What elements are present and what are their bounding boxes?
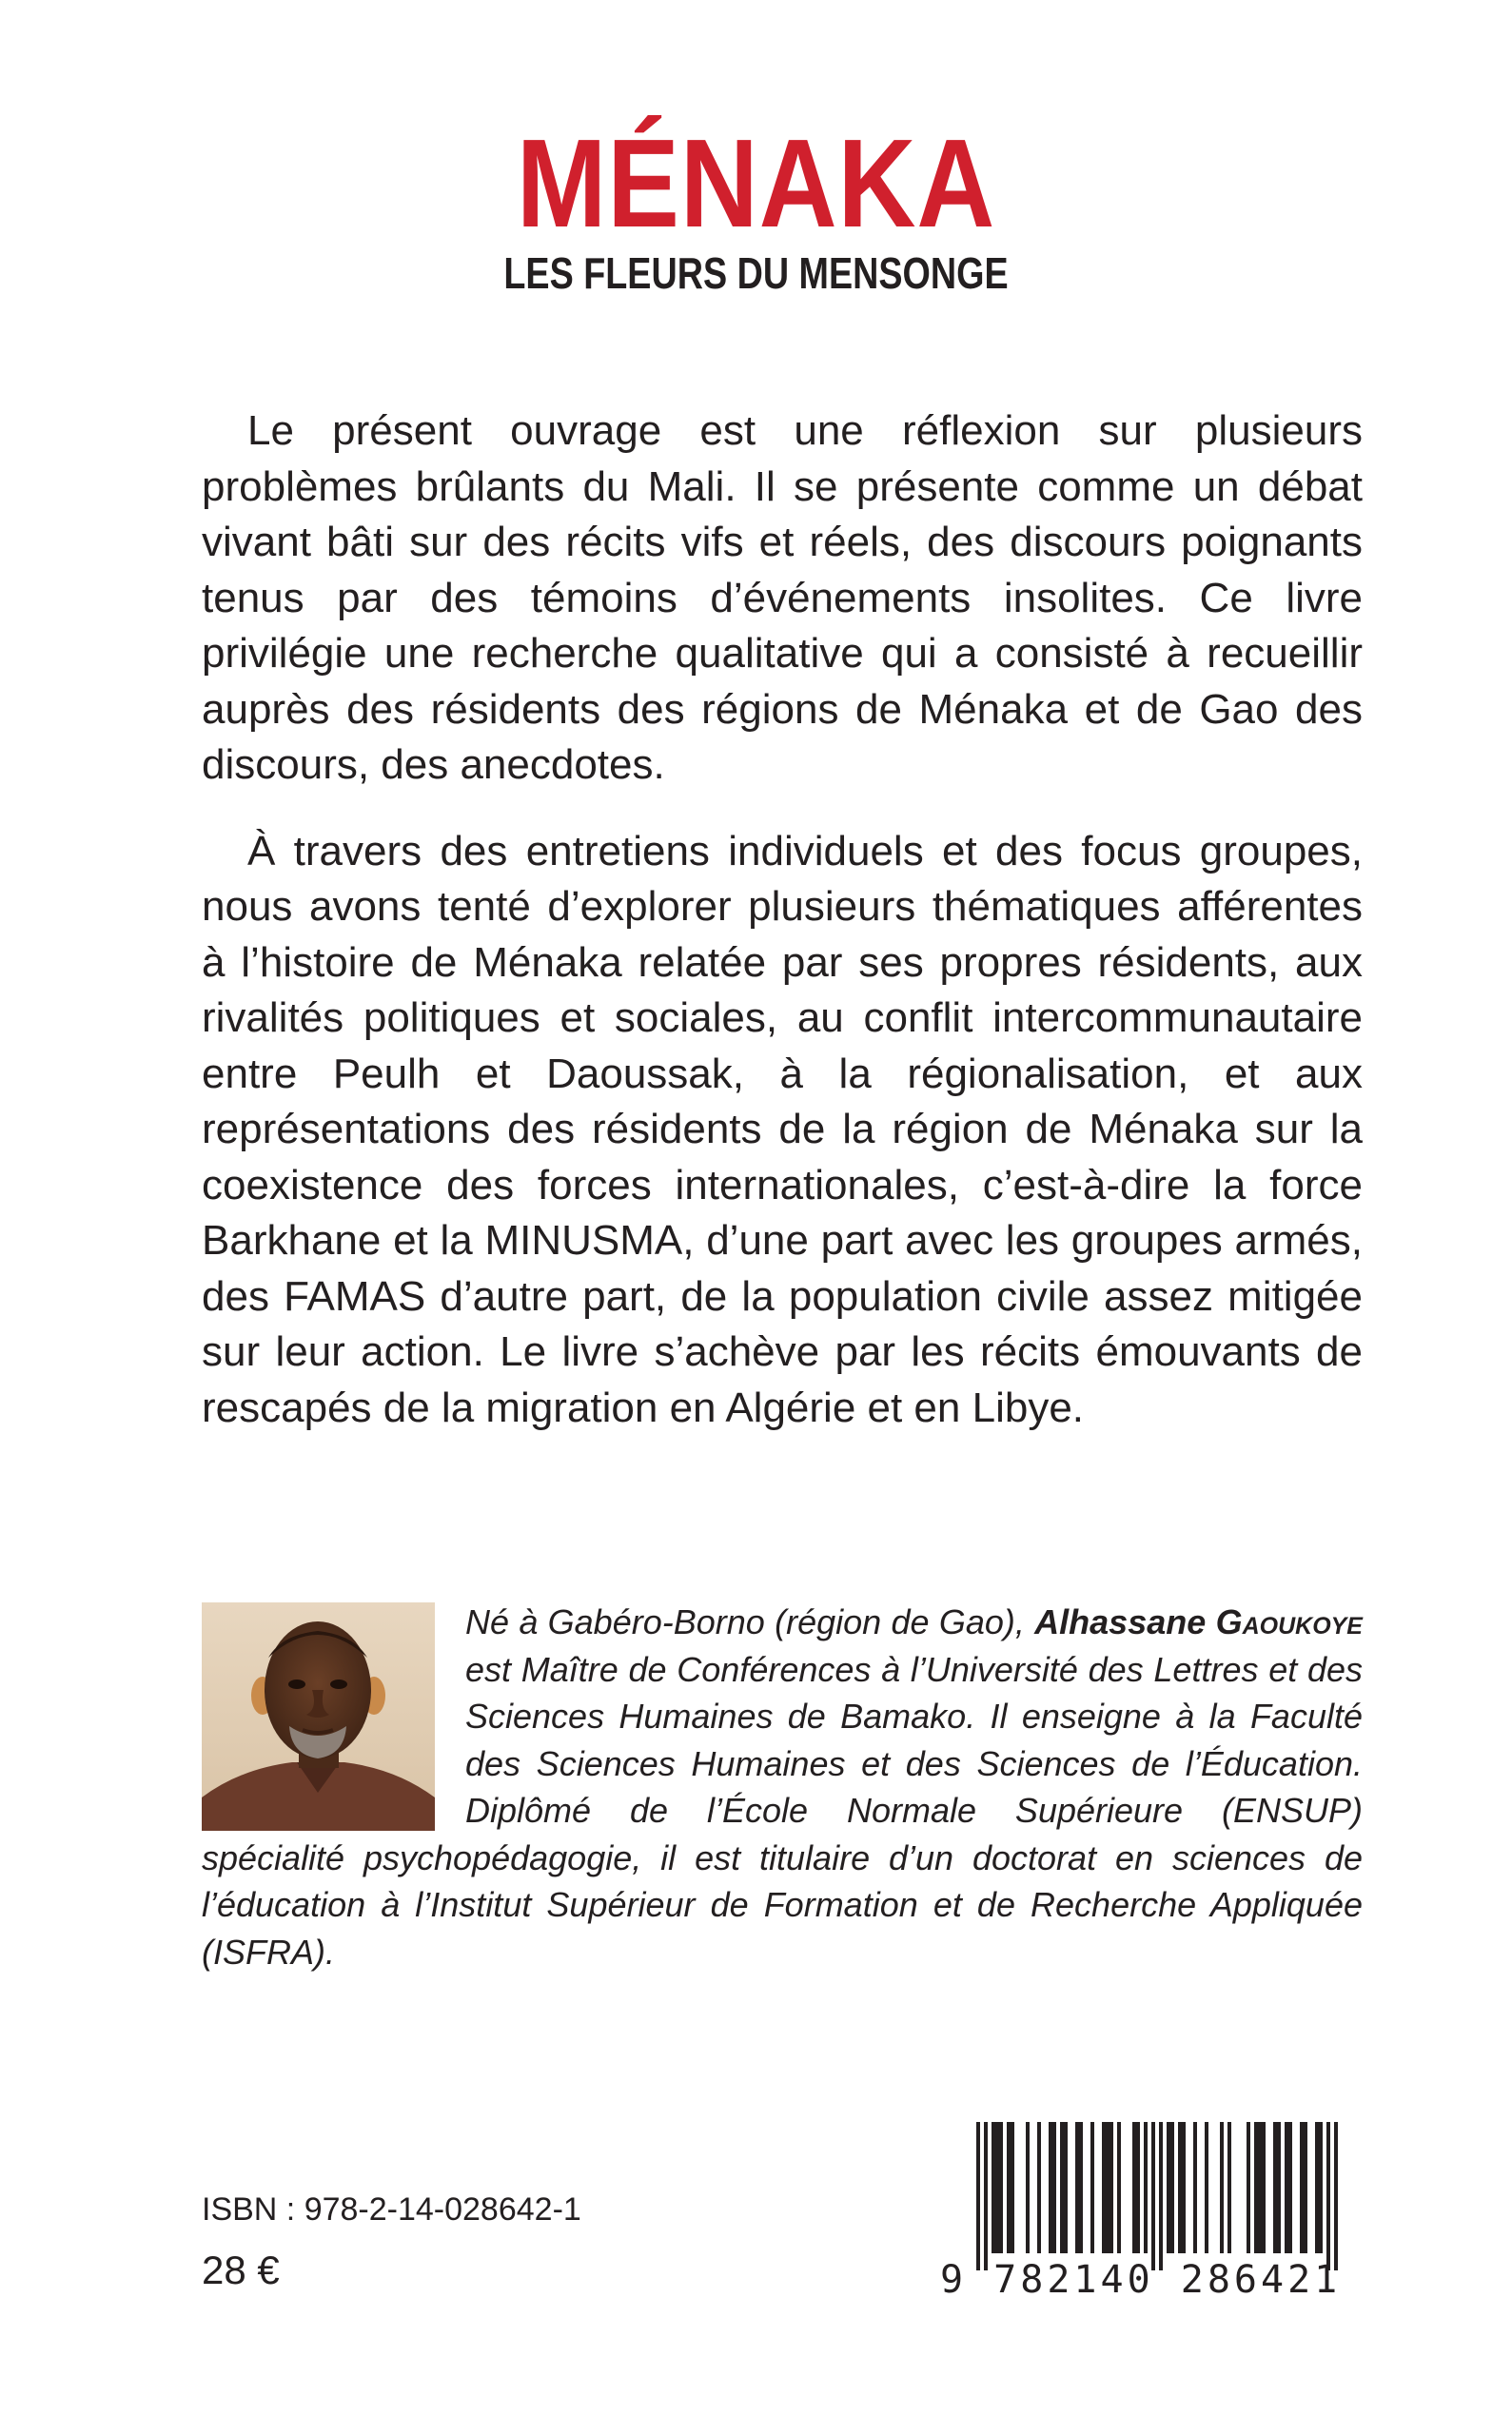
barcode-bar <box>1193 2122 1197 2253</box>
barcode-bar <box>1285 2122 1288 2253</box>
photo-spacer <box>202 1599 435 1827</box>
barcode-bar <box>1011 2122 1014 2253</box>
blurb-paragraph: Le présent ouvrage est une réflexion sur plusieurs problèmes brûlants du Mali. Il se présente comme un débat vivant bâti sur des récits vifs et réels, des discours poignants tenus par des témoins d’événements insolites. Ce livre privilégie une recherche qualitative qui a consisté à recueillir auprès des résidents des régions de Ménaka et de Gao des discours, des anecdotes. <box>202 407 1363 788</box>
isbn: ISBN : 978-2-14-028642-1 <box>202 2191 581 2228</box>
barcode-bar <box>1227 2122 1231 2253</box>
author-last-name: Gaoukoye <box>1215 1602 1363 1641</box>
price: 28 € <box>202 2248 280 2292</box>
barcode-bar <box>1277 2122 1281 2253</box>
barcode-bar <box>1037 2122 1041 2253</box>
barcode-bar <box>1060 2122 1064 2253</box>
barcode-bar <box>1144 2122 1148 2253</box>
barcode-bar <box>1026 2122 1030 2253</box>
barcode-bar <box>1288 2122 1292 2253</box>
author-first-name: Alhassane <box>1034 1602 1207 1641</box>
barcode-bar <box>1090 2122 1094 2253</box>
barcode-bar <box>1273 2122 1277 2253</box>
barcode-bar <box>1052 2122 1056 2253</box>
barcode-bar <box>1262 2122 1266 2253</box>
barcode-bar <box>1136 2122 1140 2253</box>
barcode-bar <box>1159 2122 1163 2270</box>
barcode-bar <box>1319 2122 1323 2253</box>
barcode-bar <box>1117 2122 1121 2253</box>
barcode-digits: 9 782140 286421 <box>940 2258 1342 2302</box>
barcode-bar <box>1205 2122 1208 2253</box>
bio-text: est Maître de Conférences à l’Université des Lettres et des Sciences Humaines de Bamako. Il enseigne à la Faculté des Sciences Humaines et des Sciences de l’Éducation. Diplômé de l’École Normale Supérieure (ENSUP) spécialité psychopédagogie, il est titulaire d’un doctorat en sciences de l’éducation à l’Institut Supérieur de Formation et de Recherche Appliquée (ISFRA). <box>202 1649 1363 1972</box>
barcode-bar <box>1170 2122 1174 2253</box>
author-bio <box>202 1599 1363 1975</box>
barcode-bar <box>1220 2122 1224 2253</box>
barcode-bar <box>1326 2122 1330 2270</box>
barcode-bar <box>1258 2122 1262 2253</box>
barcode-bar <box>1109 2122 1113 2253</box>
barcode-bar <box>976 2122 980 2270</box>
barcode-bar <box>1102 2122 1106 2253</box>
barcode-bar <box>992 2122 995 2253</box>
barcode-bar <box>1075 2122 1079 2253</box>
bio-intro: Né à Gabéro-Borno (région de Gao), <box>465 1602 1035 1641</box>
barcode-bar <box>1151 2122 1155 2270</box>
barcode-bar <box>1178 2122 1182 2253</box>
barcode-bar <box>1064 2122 1068 2253</box>
barcode-bar <box>1254 2122 1258 2253</box>
barcode-bar <box>1334 2122 1338 2270</box>
barcode-bar <box>1167 2122 1170 2253</box>
barcode-bar <box>1300 2122 1304 2253</box>
book-subtitle: LES FLEURS DU MENSONGE <box>503 248 1009 298</box>
barcode-bar <box>1304 2122 1307 2253</box>
barcode-bar <box>1079 2122 1083 2253</box>
barcode-bar <box>999 2122 1003 2253</box>
barcode-bar <box>1007 2122 1011 2253</box>
book-title: MÉNAKA <box>516 113 996 253</box>
barcode-bar <box>995 2122 999 2253</box>
back-cover-blurb <box>202 403 1363 1436</box>
barcode-bar <box>1315 2122 1319 2253</box>
barcode-bar <box>1132 2122 1136 2253</box>
barcode-bar <box>1247 2122 1250 2253</box>
barcode-bar <box>1049 2122 1052 2253</box>
barcode-bar <box>1182 2122 1186 2253</box>
barcode-bar <box>1106 2122 1109 2253</box>
barcode-bar <box>984 2122 988 2270</box>
blurb-paragraph: À travers des entretiens individuels et des focus groupes, nous avons tenté d’explorer plusieurs thématiques afférentes à l’histoire de Ménaka relatée par ses propres résidents, aux rivalités politiques et sociales, au conflit intercommunautaire entre Peulh et Daoussak, à la régionalisation, et aux représentations des résidents de la région de Ménaka sur la coexistence des forces internationales, c’est-à-dire la force Barkhane et la MINUSMA, d’une part avec les groupes armés, des FAMAS d’autre part, de la population civile assez mitigée sur leur action. Le livre s’achève par les récits émouvants de rescapés de la migration en Algérie et en Libye. <box>202 827 1363 1431</box>
